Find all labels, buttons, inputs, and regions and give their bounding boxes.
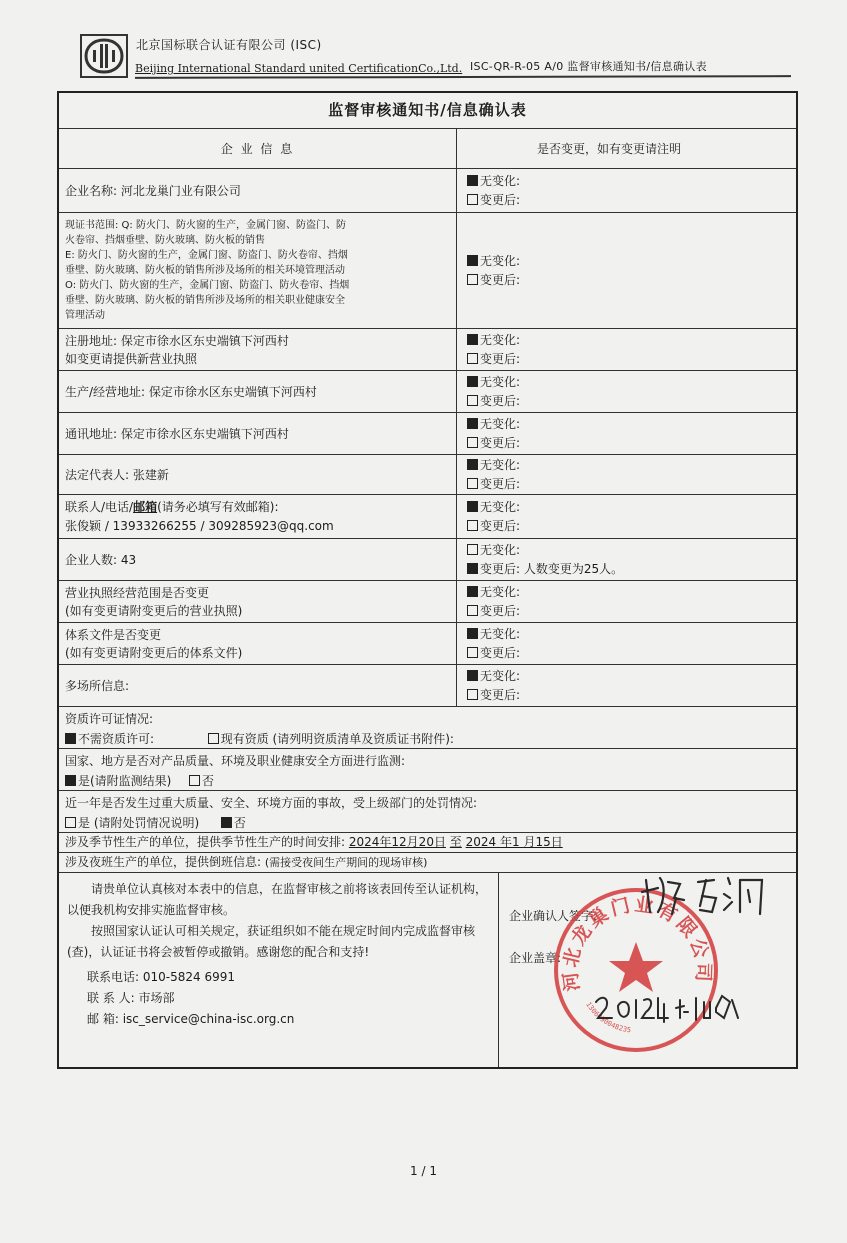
no-change-checkbox[interactable]: 无变化:: [467, 498, 796, 517]
header-rule: [135, 75, 791, 79]
checkbox-checked-icon: [65, 775, 76, 786]
change-options: [457, 371, 796, 412]
seasonal-label: 涉及季节性生产的单位，提供季节性生产的时间安排:: [65, 835, 346, 849]
changed-checkbox[interactable]: 变更后: 人数变更为25人。: [467, 560, 796, 579]
row-label: 注册地址: 保定市徐水区东史端镇下河西村 如变更请提供新营业执照: [59, 329, 457, 370]
row-system-documents: [59, 623, 796, 665]
row-label: 企业名称: 河北龙巢门业有限公司: [59, 169, 457, 212]
change-options: [457, 623, 796, 664]
no-change-checkbox[interactable]: 无变化:: [467, 252, 796, 271]
seasonal-end: 2024 年1 月15日: [465, 835, 563, 849]
row-monitoring: [59, 749, 796, 791]
checkbox-checked-icon: [467, 563, 478, 574]
checkbox-empty-icon: [467, 647, 478, 658]
seasonal-to: 至: [449, 835, 462, 849]
checkbox-checked-icon: [467, 501, 478, 512]
change-options: [457, 213, 796, 328]
contact-email: 邮 箱: isc_service@china-isc.org.cn: [87, 1012, 295, 1026]
checkbox-empty-icon: [467, 437, 478, 448]
checkbox-checked-icon: [467, 586, 478, 597]
column-header-row: [59, 129, 796, 169]
checkbox-checked-icon: [467, 670, 478, 681]
monitoring-section: [59, 749, 796, 790]
row-label: 联系人/电话/邮箱(请务必填写有效邮箱): 张俊颖 / 13933266255 / 309285923@qq.com: [59, 495, 457, 538]
row-label: 生产/经营地址: 保定市徐水区东史端镇下河西村: [59, 371, 457, 412]
row-label: 体系文件是否变更 (如有变更请附变更后的体系文件): [59, 623, 457, 664]
no-change-checkbox[interactable]: 无变化:: [467, 415, 796, 434]
col-header-right: 是否变更，如有变更请注明: [537, 142, 682, 156]
night-shift-section: [59, 853, 796, 872]
row-multi-site: [59, 665, 796, 707]
no-change-checkbox[interactable]: 无变化:: [467, 456, 796, 475]
row-accident: [59, 791, 796, 833]
monitoring-title: 国家、地方是否对产品质量、环境及职业健康安全方面进行监测:: [65, 754, 406, 768]
notice-paragraph-1: 请贵单位认真核对本表中的信息，在监督审核之前将该表回传至认证机构，以便我机构安排实施监督审核。: [67, 882, 488, 917]
checkbox-empty-icon: [467, 689, 478, 700]
checkbox-empty-icon: [467, 194, 478, 205]
changed-checkbox[interactable]: 变更后:: [467, 271, 796, 290]
row-label: 多场所信息:: [59, 665, 457, 706]
changed-checkbox[interactable]: 变更后:: [467, 191, 796, 210]
changed-checkbox[interactable]: 变更后:: [467, 434, 796, 453]
no-change-checkbox[interactable]: 无变化:: [467, 625, 796, 644]
checkbox-empty-icon: [467, 353, 478, 364]
change-options: [457, 581, 796, 622]
document-code: ISC-QR-R-05 A/0 监督审核通知书/信息确认表: [470, 60, 707, 73]
changed-checkbox[interactable]: 变更后:: [467, 517, 796, 536]
checkbox-checked-icon: [467, 376, 478, 387]
checkbox-empty-icon: [467, 274, 478, 285]
changed-checkbox[interactable]: 变更后:: [467, 475, 796, 494]
col-header-left: 企 业 信 息: [59, 129, 457, 168]
accident-title: 近一年是否发生过重大质量、安全、环境方面的事故，受上级部门的处罚情况:: [65, 796, 478, 810]
checkbox-empty-icon: [65, 817, 76, 828]
seal-text: 河北龙巢门业有限公司: [559, 893, 715, 993]
checkbox-checked-icon: [467, 418, 478, 429]
row-license: [59, 707, 796, 749]
change-note: 人数变更为25人。: [523, 561, 624, 576]
change-options: [457, 665, 796, 706]
contact-email-link[interactable]: isc_service@china-isc.org.cn: [122, 1012, 295, 1026]
monitoring-yes-checkbox[interactable]: 是(请附监测结果): [65, 774, 171, 788]
checkbox-checked-icon: [467, 255, 478, 266]
night-shift-label: 涉及夜班生产的单位，提供倒班信息:: [65, 855, 262, 869]
notice-panel: [59, 873, 499, 1067]
changed-checkbox[interactable]: 变更后:: [467, 602, 796, 621]
change-options: [457, 495, 796, 538]
row-company-name: [59, 169, 796, 213]
changed-checkbox[interactable]: 变更后:: [467, 392, 796, 411]
changed-checkbox[interactable]: 变更后:: [467, 350, 796, 369]
seasonal-section: [59, 833, 796, 852]
has-license-checkbox[interactable]: 现有资质 (请列明资质清单及资质证书附件):: [208, 732, 454, 746]
no-change-checkbox[interactable]: 无变化:: [467, 583, 796, 602]
contact-person: 联 系 人: 市场部: [87, 991, 175, 1005]
seal-label: 企业盖章:: [509, 951, 562, 965]
company-name-cn: 北京国标联合认证有限公司 (ISC): [136, 38, 322, 52]
night-shift-note: (需接受夜间生产期间的现场审核): [264, 856, 428, 869]
contact-details: 张俊颖 / 13933266255 / 309285923@qq.com: [65, 518, 334, 533]
row-certificate-scope: [59, 213, 796, 329]
row-night-shift: [59, 853, 796, 873]
checkbox-empty-icon: [467, 544, 478, 555]
change-options: [457, 539, 796, 580]
isc-logo-icon: [80, 34, 128, 78]
monitoring-no-checkbox[interactable]: 否: [189, 774, 214, 788]
accident-section: [59, 791, 796, 832]
checkbox-empty-icon: [189, 775, 200, 786]
row-mailing-address: [59, 413, 796, 455]
row-legal-representative: [59, 455, 796, 495]
change-options: [457, 455, 796, 494]
change-options: [457, 413, 796, 454]
checkbox-empty-icon: [467, 520, 478, 531]
checkbox-checked-icon: [467, 628, 478, 639]
form-title-row: [59, 93, 796, 129]
handwritten-signature: [640, 872, 770, 920]
form-title: 监督审核通知书/信息确认表: [328, 101, 527, 119]
no-change-checkbox[interactable]: 无变化:: [467, 667, 796, 686]
checkbox-checked-icon: [467, 459, 478, 470]
checkbox-checked-icon: [467, 175, 478, 186]
seasonal-start: 2024年12月20日: [348, 835, 446, 849]
change-options: [457, 329, 796, 370]
changed-checkbox[interactable]: 变更后:: [467, 644, 796, 663]
no-license-checkbox[interactable]: 不需资质许可:: [65, 732, 154, 746]
row-license-scope: [59, 581, 796, 623]
row-label: 法定代表人: 张建新: [59, 455, 457, 494]
handwritten-date: [592, 988, 742, 1028]
no-change-checkbox[interactable]: 无变化:: [467, 331, 796, 350]
row-label: 现证书范围: Q: 防火门、防火窗的生产，金属门窗、防盗门、防 火卷帘、挡烟垂壁、防火玻璃、防火板的销售 E: 防火门、防火窗的生产，金属门窗、防盗门、防火卷帘、挡烟 垂壁、防火玻璃、防火板的销售所涉及场所的相关环境管理活动 O: 防火门、防火窗的生产，金属门窗、防盗门、防火卷帘、挡烟 垂壁、防火玻璃、防火板的销售所涉及场所的相关职业健康安全 管理活动: [59, 213, 457, 328]
row-contact: [59, 495, 796, 539]
contact-phone: 联系电话: 010-5824 6991: [87, 970, 236, 984]
seal-serial: 1306090048235: [584, 1000, 632, 1035]
row-seasonal: [59, 833, 796, 853]
checkbox-empty-icon: [467, 605, 478, 616]
accident-yes-checkbox[interactable]: 是 (请附处罚情况说明): [65, 816, 199, 830]
checkbox-checked-icon: [65, 733, 76, 744]
row-label: 营业执照经营范围是否变更 (如有变更请附变更后的营业执照): [59, 581, 457, 622]
company-name-en: Beijing International Standard united CertificationCo.,Ltd.: [135, 62, 463, 75]
row-label: 企业人数: 43: [59, 539, 457, 580]
accident-no-checkbox[interactable]: 否: [221, 816, 246, 830]
row-production-address: [59, 371, 796, 413]
checkbox-empty-icon: [208, 733, 219, 744]
license-section: [59, 707, 796, 748]
license-title: 资质许可证情况:: [65, 712, 154, 726]
page-number: 1 / 1: [410, 1164, 437, 1178]
change-options: [457, 169, 796, 212]
checkbox-empty-icon: [467, 478, 478, 489]
no-change-checkbox[interactable]: 无变化:: [467, 373, 796, 392]
no-change-checkbox[interactable]: 无变化:: [467, 541, 796, 560]
no-change-checkbox[interactable]: 无变化:: [467, 172, 796, 191]
changed-checkbox[interactable]: 变更后:: [467, 686, 796, 705]
row-registered-address: [59, 329, 796, 371]
checkbox-empty-icon: [467, 395, 478, 406]
row-label: 通讯地址: 保定市徐水区东史端镇下河西村: [59, 413, 457, 454]
checkbox-checked-icon: [221, 817, 232, 828]
email-emphasis: 邮箱: [133, 499, 158, 514]
signer-label: 企业确认人签字:: [509, 909, 598, 923]
row-employee-count: [59, 539, 796, 581]
checkbox-checked-icon: [467, 334, 478, 345]
notice-paragraph-2: 按照国家认证认可相关规定，获证组织如不能在规定时间内完成监督审核(查)，认证证书将会被暂停或撤销。感谢您的配合和支持!: [67, 924, 476, 959]
